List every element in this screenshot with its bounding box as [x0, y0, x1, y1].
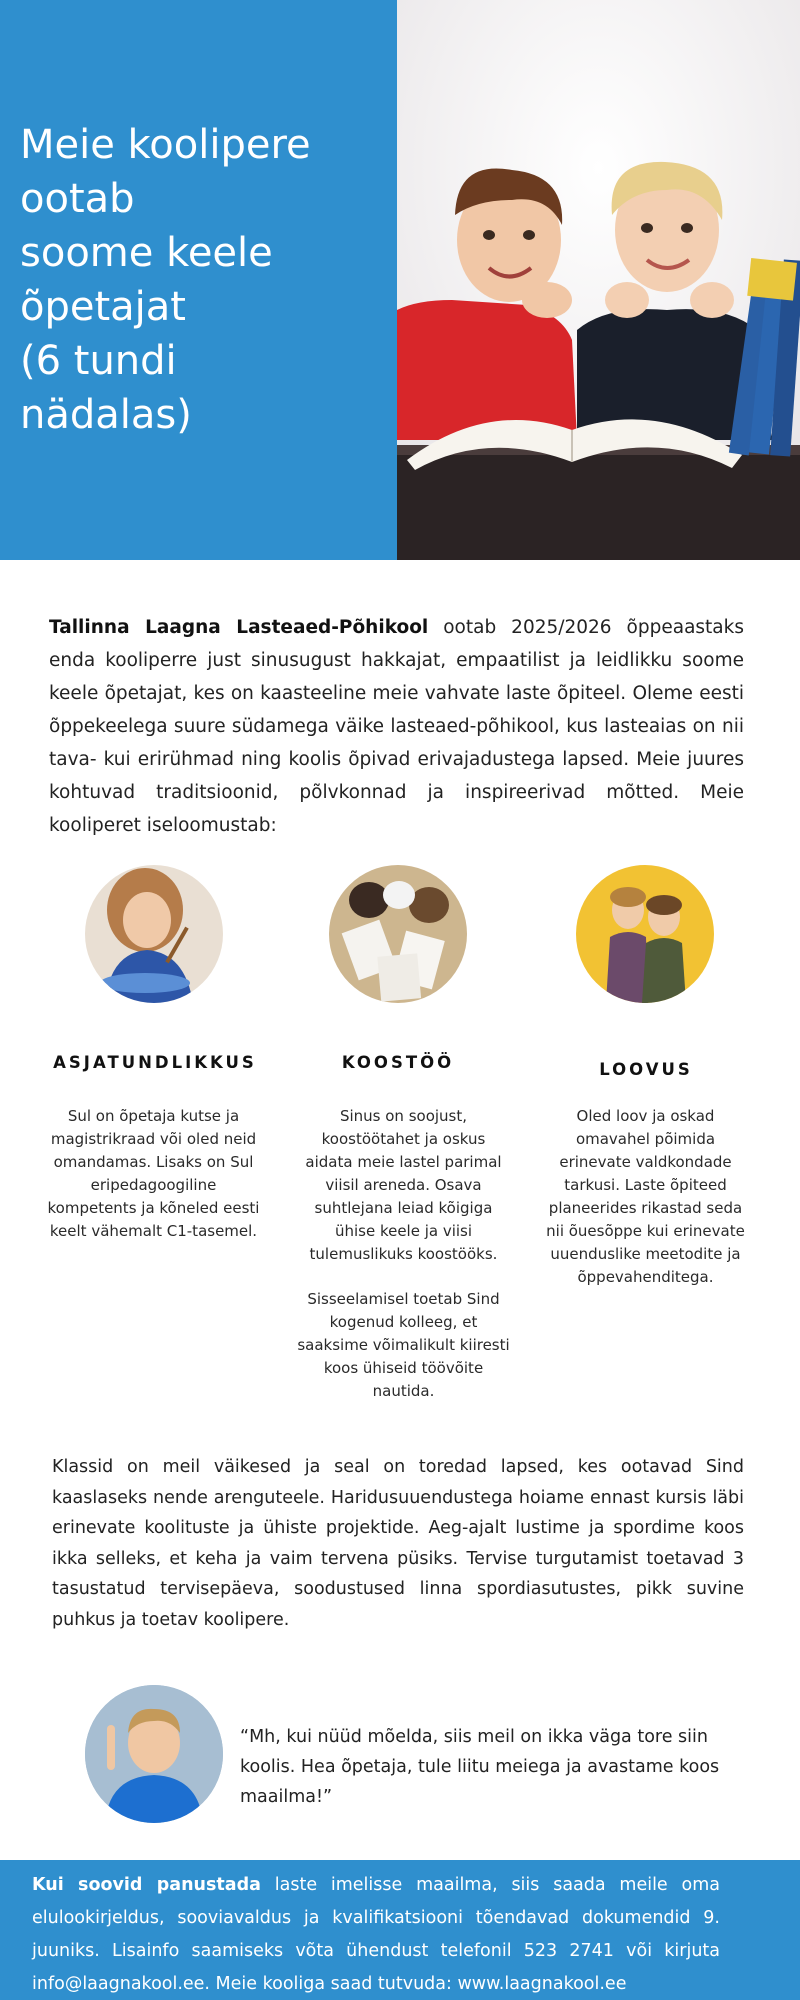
column-text-asjatundlikkus: Sul on õpetaja kutse ja magistrikraad või oled neid omandamas. Lisaks on Sul eripedagoogiline kompetents ja kõneled eesti keelt vähemalt C1-tasemel.	[47, 1107, 260, 1240]
column-text-koostoo: Sinus on soojust, koostöötahet ja oskus aidata meie lastel parimal viisil areneda. Osava suhtlejana leiad kõigiga ühise keele ja viisi tulemuslikuks koostööks.	[305, 1107, 502, 1263]
column-title-asjatundlikkus: ASJATUNDLIKKUS	[53, 1053, 257, 1072]
column-text-loovus: Oled loov ja oskad omavahel põimida erinevate valdkondade tarkusi. Laste õpiteed planeerides rikastad seda nii õuesõppe kui erinevate uuenduslike meetodite ja õppevahenditega.	[546, 1107, 745, 1286]
hero-banner	[0, 0, 800, 560]
school-name: Tallinna Laagna Lasteaed-Põhikool	[49, 617, 429, 638]
testimonial-quote: “Mh, kui nüüd mõelda, siis meil on ikka väga tore siin koolis. Hea õpetaja, tule liitu meiega ja avastame koos maailma!”	[240, 1727, 720, 1807]
photo-children-with-papers	[329, 865, 467, 1003]
photo-boy-raising-finger	[85, 1685, 223, 1823]
footer-banner	[0, 1860, 800, 2000]
column-title-koostoo: KOOSTÖÖ	[341, 1053, 455, 1072]
photo-two-kids-yellow	[576, 865, 714, 1003]
page-title: Meie koolipere ootab soome keele õpetajat (6 tundi nädalas)	[20, 122, 311, 438]
intro-paragraph	[49, 611, 744, 842]
column-text-koostoo-2: Sisseelamisel toetab Sind kogenud kolleeg, et saaksime võimalikult kiiresti koos ühiseid töövõite nautida.	[297, 1290, 510, 1400]
hero-photo-children-with-books	[397, 0, 800, 560]
footer-contact-text	[32, 1869, 720, 2000]
intro-text: ootab 2025/2026 õppeaastaks enda kooliperre just sinusugust hakkajat, empaatilist ja leidlikku soome keele õpetajat, kes on kaasteeline meie vahvate laste õpiteel. Oleme eesti õppekeelega suure südamega väike lasteaed-põhikool, kus lasteaias on nii tava- kui erirühmad ning koolis õpivad erivajadustega lapsed. Meie juures kohtuvad traditsioonid, põlvkonnad ja inspireerivad mõtted. Meie kooliperet iseloomustab:	[49, 617, 744, 836]
benefits-paragraph: Klassid on meil väikesed ja seal on toredad lapsed, kes ootavad Sind kaaslaseks nende arenguteele. Haridusuuendustega hoiame ennast kursis läbi erinevate koolituste ja ühiste projektide. Aeg-ajalt lustime ja spordime koos ikka selleks, et keha ja vaim tervena püsiks. Tervise turgutamist toetavad 3 tasustatud tervisepäeva, soodustused linna spordiasutustes, pikk suvine puhkus ja toetav koolipere.	[52, 1457, 744, 1630]
hero-title-panel	[0, 0, 397, 560]
footer-lead: Kui soovid panustada	[32, 1875, 261, 1895]
photo-girl-painting	[85, 865, 223, 1003]
footer-body: laste imelisse maailma, siis saada meile oma elulookirjeldus, sooviavaldus ja kvalifikatsiooni tõendavad dokumendid 9. juuniks. Lisainfo saamiseks võta ühendust telefonil 523 2741 või kirjuta info@laagnakool.ee. Meie kooliga saad tutvuda: www.laagnakool.ee	[32, 1875, 720, 1994]
column-title-loovus: LOOVUS	[599, 1060, 693, 1079]
